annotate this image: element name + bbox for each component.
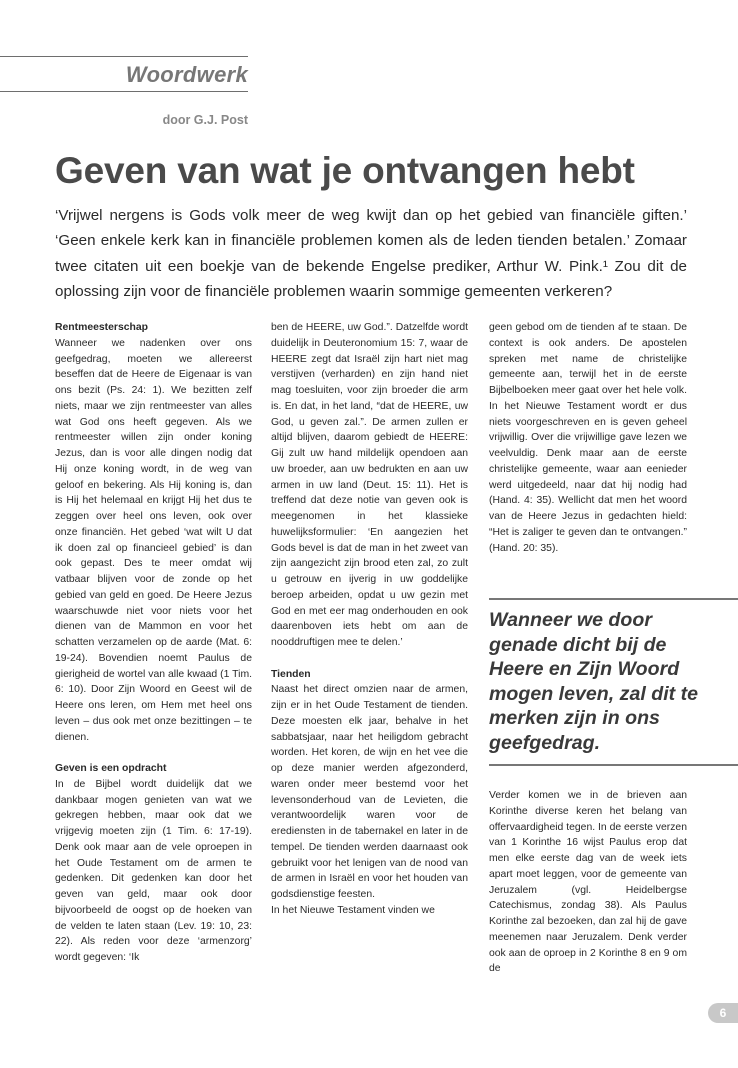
column-2 xyxy=(271,320,468,919)
section-label: Woordwerk xyxy=(125,62,248,87)
article-title: Geven van wat je ontvangen hebt xyxy=(55,150,635,191)
article-intro: ‘Vrijwel nergens is Gods volk meer de weg kwijt dan op het gebied van financiële giften.’ ‘Geen enkele kerk kan in financiële problemen komen als de leden tienden betalen.’ Zomaar twee citaten uit een boekje van de bekende Engelse prediker, Arthur W. Pink.¹ Zou dit de oplossing zijn voor de financiële problemen waarin sommige gemeenten verkeren? xyxy=(55,207,687,300)
paragraph-gap xyxy=(271,651,468,667)
paragraph: Wanneer we nadenken over ons geefgedrag, moeten we allereerst beseffen dat de Heere de Eigenaar is van ons bezit (Ps. 24: 1). We bezitten zelf niets, maar we zijn rentmeester van alles wat God ons heeft gegeven. Als we rentmeester willen zijn onder koning Jezus, dan is voor alle dingen nodig dat Hij onze koning wordt, in de weg van geloof en bekering. Als Hij koning is, dan is Hij het helemaal en krijgt Hij het dus te zeggen over heel ons leven, ook over onze financiën. Het gebed ‘wat wilt U dat ik doen zal op financieel gebied’ is dan ook gepast. Des te meer omdat wij vatbaar blijven voor de zonde op het gebied van geld en goed. De Heere Jezus waarschuwde niet voor niets voor het dienen van de Mammon en voor het schatten verzamelen op de aarde (Mat. 6: 19-24). Bovendien noemt Paulus de gierigheid de wortel van alle kwaad (1 Tim. 6: 10). Door Zijn Woord en Geest wil de Heere ons leren, om Hem met heel ons leven – dus ook met onze bezittingen – te dienen. xyxy=(55,337,252,743)
paragraph: Naast het direct omzien naar de armen, zijn er in het Oude Testament de tienden. Deze moesten elk jaar, behalve in het sabbatsjaar, naar het heiligdom gebracht worden. Het koren, de wijn en het vee die op deze manier werden afgezonderd, waren onder meer bestemd voor het levensonderhoud van de Levieten, die verantwoordelijk waren voor de erediensten in de tabernakel en later in de tempel. De tienden werden daarnaast ook gebruikt voor het lenigen van de nood van de armen in Israël en voor het houden van godsdienstige feesten. xyxy=(271,684,468,900)
paragraph: Verder komen we in de brieven aan Korinthe diverse keren het belang van offervaardigheid tegen. In de eerste verzen van 1 Korinthe 16 wijst Paulus erop dat men elke eerste dag van de week iets apart moet leggen, voor de gemeente van Jeruzalem (vgl. Heidelbergse Catechismus, zondag 38). Als Paulus Korinthe zal bezoeken, dan zal hij de gave meenemen naar Jeruzalem. Denk verder ook aan de oproep in 2 Korinthe 8 en 9 om de xyxy=(489,790,687,975)
header-rule-top xyxy=(0,56,248,57)
subheading-geven-opdracht: Geven is een opdracht xyxy=(55,763,167,774)
column-1 xyxy=(55,320,252,966)
byline: door G.J. Post xyxy=(162,113,248,127)
subheading-rentmeesterschap: Rentmeesterschap xyxy=(55,322,148,333)
page-number: 6 xyxy=(708,1003,738,1023)
paragraph-gap xyxy=(55,745,252,761)
pull-quote-text: Wanneer we door genade dicht bij de Heere en Zijn Woord mogen leven, zal dit te merken zijn in ons geefgedrag. xyxy=(489,609,699,754)
paragraph: geen gebod om de tienden af te staan. De context is ook anders. De apostelen spreken met name de christelijke gemeente aan, terwijl het in de eerste Bijbelboeken meer gaat over het hele volk. In het Nieuwe Testament wordt er dus niets voorgeschreven en is geven geheel vrijwillig. Over die vrijwillige gave lezen we veelvuldig. Denk maar aan de eerste christelijke gemeente, waar aan eenieder werd uitgedeeld, naar dat hij nodig had (Hand. 4: 35). Wellicht dat men het woord van de Heere Jezus in gedachten hield: “Het is zaliger te geven dan te ontvangen.” (Hand. 20: 35). xyxy=(489,322,687,554)
paragraph: ben de HEERE, uw God.”. Datzelfde wordt duidelijk in Deuteronomium 15: 7, waar de HEERE zegt dat Israël zijn hart niet mag verstijven (verharden) en zijn hand niet mag toesluiten, voor zijn broeder die arm is. En dat, in het land, “dat de HEERE, uw God, u geven zal.”. De armen zullen er altijd blijven, daarom gebiedt de HEERE: Gij zult uw hand mildelijk opendoen aan uw broeder, aan uw bedrukten en aan uw armen in uw land (Deut. 15: 11). Het is treffend dat deze notie van geven ook is meegenomen in het klassieke huwelijksformulier: ‘En aangezien het Gods bevel is dat de man in het zweet van zijn aangezicht zijn brood eten zal, zo zult u getrouw en ijverig in uw goddelijke beroep arbeiden, opdat u uw gezin met God en met eer mag onderhouden en ook daarenboven iets hebt om aan de nooddruftigen mee te delen.’ xyxy=(271,322,468,648)
paragraph: In de Bijbel wordt duidelijk dat we dankbaar mogen genieten van wat we gekregen hebben, maar ook dat we vrijgevig moeten zijn (1 Tim. 6: 17-19). Denk ook maar aan de vele oproepen in het Oude Testament om de armen te gedenken. Dit gedenken kan door het geven van geld, maar ook door bijvoorbeeld de oogst op de hoeken van de velden te laten staan (Lev. 19: 10, 23: 22). Als reden voor deze ‘armenzorg’ wordt gegeven: ‘Ik xyxy=(55,778,252,963)
pull-quote xyxy=(489,598,738,766)
column-3-bottom xyxy=(489,788,687,977)
paragraph: In het Nieuwe Testament vinden we xyxy=(271,904,435,916)
subheading-tienden: Tienden xyxy=(271,668,311,680)
column-3-top xyxy=(489,320,687,556)
header-rule-bottom xyxy=(0,91,248,92)
